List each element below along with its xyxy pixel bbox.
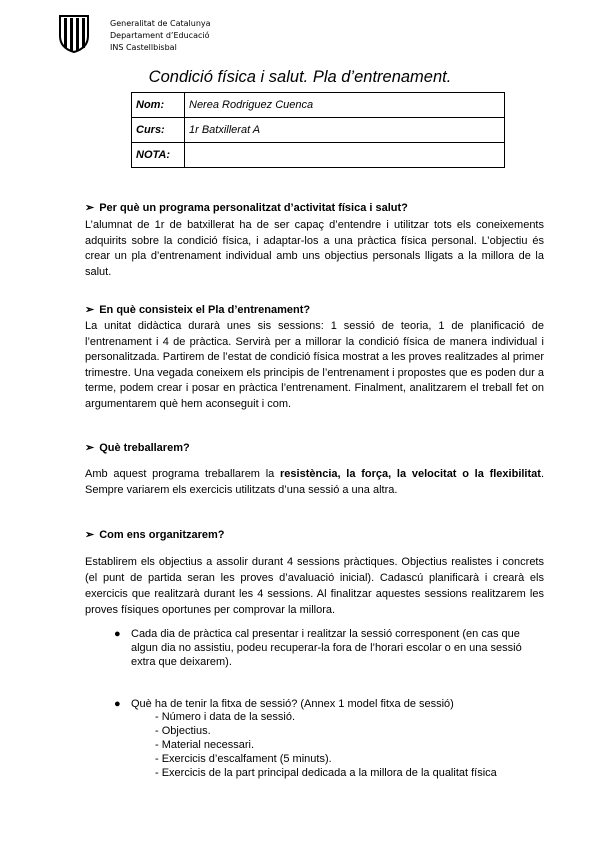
section-3-heading: Què treballarem? [99, 442, 190, 454]
arrow-icon: ➢ [85, 529, 95, 541]
table-row [132, 143, 505, 168]
session-sheet-sublist [155, 710, 497, 780]
list-item [114, 627, 544, 669]
course-value: 1r Batxillerat A [185, 118, 505, 143]
org-line-1: Generalitat de Catalunya [110, 19, 211, 28]
sub-item: - Exercicis de la part principal dedicada a la millora de la qualitat física [155, 767, 497, 779]
sub-item: - Material necessari. [155, 739, 255, 751]
section-2-heading: En què consisteix el Pla d’entrenament? [99, 304, 311, 316]
name-label: Nom: [132, 93, 185, 118]
table-row [132, 118, 505, 143]
section-4-body: Establirem els objectius a assolir durant 4 sessions pràctiques. Objectius realistes i concrets (el punt de partida seran les proves d’avaluació inicial). Cadascú planificarà i crearà els exercicis que realitzarà durant les 4 sessions. Al finalitzar aquestes sessions realitzarem les proves físiques oportunes per comprovar la millora. [85, 556, 544, 616]
section-2-body: La unitat didàctica durarà unes sis sessions: 1 sessió de teoria, 1 de planificació de l’entrenament i 4 de pràctica. Servirà per a millorar la condició física de manera individual i personalitzada. Partirem de l’estat de condició física mostrat a les proves realitzades al primer trimestre. Una vegada coneixem els principis de l’entrenament i propostes que es poden dur a terme, podem crear i posar en pràctica l’entrenament. Finalment, analitzarem el treball fet on argumentarem què hem aconseguit i com. [85, 320, 544, 410]
section-3-body-bold: resistència, la força, la velocitat o la flexibilitat [280, 468, 541, 480]
course-label: Curs: [132, 118, 185, 143]
sub-item: - Exercicis d’escalfament (5 minuts). [155, 753, 332, 765]
grade-label: NOTA: [132, 143, 185, 168]
page-title: Condició física i salut. Pla d’entrenament. [148, 68, 452, 86]
generalitat-shield-icon [58, 14, 90, 54]
org-line-2: Departament d’Educació [110, 31, 210, 40]
section-3-body [85, 467, 544, 498]
table-row [132, 93, 505, 118]
sub-item: - Objectius. [155, 725, 211, 737]
section-1-body: L’alumnat de 1r de batxillerat ha de ser capaç d’entendre i utilitzar tots els coneixements adquirits sobre la condició física, i adaptar-los a una pràctica física personal. L’objectiu és crear un pla d’entrenament individual amb uns objectius personals lligats a la millora de la salut. [85, 219, 544, 278]
sub-item: - Número i data de la sessió. [155, 711, 296, 723]
bullet-icon: ● [114, 698, 121, 710]
name-value: Nerea Rodriguez Cuenca [185, 93, 505, 118]
bullet-icon: ● [114, 628, 121, 640]
section-4-heading: Com ens organitzarem? [99, 529, 225, 541]
section-3-body-post: . Sempre variarem els exercicis utilitzats d’una sessió a una altra. [85, 468, 544, 496]
org-line-3: INS Castellbisbal [110, 43, 177, 52]
arrow-icon: ➢ [85, 442, 95, 454]
organization-header [110, 18, 211, 54]
list-item [114, 697, 544, 711]
section-heading [85, 201, 408, 214]
section-heading [85, 303, 310, 316]
student-info-table [131, 92, 505, 168]
section-heading [85, 441, 190, 454]
arrow-icon: ➢ [85, 304, 95, 316]
section-1-heading: Per què un programa personalitzat d’activitat física i salut? [99, 202, 408, 214]
bullet-2-text: Què ha de tenir la fitxa de sessió? (Annex 1 model fitxa de sessió) [131, 698, 454, 710]
arrow-icon: ➢ [85, 202, 95, 214]
bullet-1-text: Cada dia de pràctica cal presentar i realitzar la sessió corresponent (en cas que algun dia no assistiu, podeu recuperar-la fora de l’horari escolar o en una sessió extra que deixarem). [131, 628, 522, 668]
section-heading [85, 528, 225, 541]
grade-value [185, 143, 505, 168]
section-3-body-pre: Amb aquest programa treballarem la [85, 468, 281, 480]
